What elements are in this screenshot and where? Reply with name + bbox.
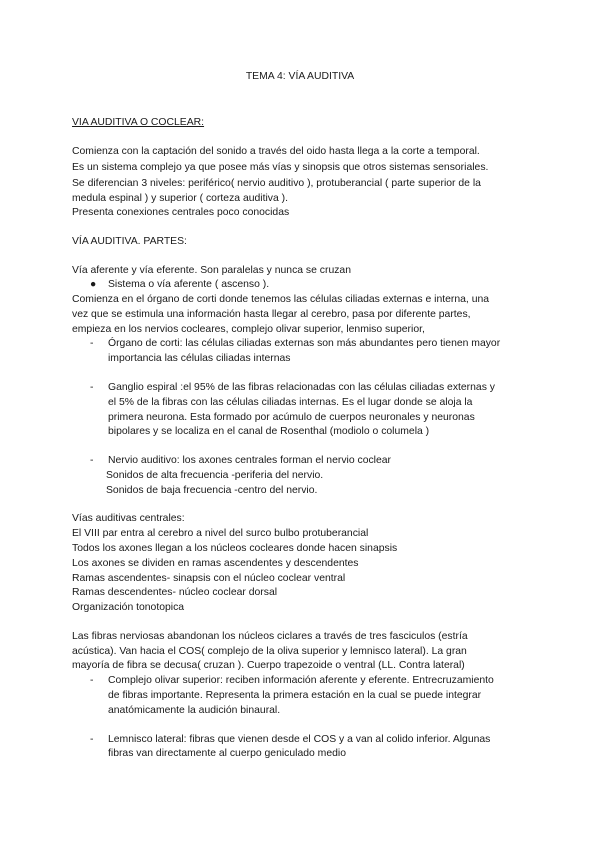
paragraph-line: vez que se estimula una información hasta llegar al cerebro, pasa por diferente partes,	[72, 309, 471, 320]
list-item-line: Sonidos de baja frecuencia -centro del nervio.	[106, 485, 318, 496]
paragraph-line: acústica). Van hacia el COS( complejo de la oliva superior y lemnisco lateral). La gran	[72, 646, 467, 657]
list-item-line: importancia las células ciliadas internas	[108, 353, 291, 364]
dash-icon: -	[90, 455, 94, 466]
list-item-line: Órgano de corti: las células ciliadas externas son más abundantes pero tienen mayor	[108, 338, 501, 349]
list-item-line: primera neurona. Esta formado por acúmulo de cuerpos neuronales y neuronas	[108, 412, 475, 423]
paragraph-line: Comienza en el órgano de corti donde tenemos las células ciliadas externas e interna, una	[72, 294, 490, 305]
paragraph-line: Organización tonotopica	[72, 602, 185, 613]
list-item-line: Complejo olivar superior: reciben información aferente y eferente. Entrecruzamiento	[108, 675, 494, 686]
list-item-line: Sonidos de alta frecuencia -periferia del nervio.	[106, 470, 324, 481]
paragraph-line: Ramas descendentes- núcleo coclear dorsal	[72, 587, 278, 598]
paragraph-line: medula espinal ) y superior ( corteza auditiva ).	[72, 193, 288, 204]
paragraph-line: Las fibras nerviosas abandonan los núcleos ciclares a través de tres fasciculos (estría	[72, 631, 468, 642]
paragraph-line: mayoría de fibra se decusa( cruzan ). Cuerpo trapezoide o ventral (LL. Contra lateral)	[72, 660, 465, 671]
section-heading-via-auditiva: VIA AUDITIVA O COCLEAR:	[72, 117, 205, 128]
paragraph-line: Vía aferente y vía eferente. Son paralelas y nunca se cruzan	[72, 265, 351, 276]
paragraph-line: empieza en los nervios cocleares, complejo olivar superior, lenmiso superior,	[72, 324, 425, 335]
list-item-line: bipolares y se localiza en el canal de Rosenthal (modiolo o columela )	[108, 426, 430, 437]
bullet-icon: ●	[90, 279, 97, 290]
list-item-line: Lemnisco lateral: fibras que vienen desde el COS y a van al colido inferior. Algunas	[108, 734, 491, 745]
paragraph-line: El VIII par entra al cerebro a nivel del surco bulbo protuberancial	[72, 528, 369, 539]
bullet-item	[90, 277, 269, 292]
list-item-line: Ganglio espiral :el 95% de las fibras relacionadas con las células ciliadas externas y	[108, 382, 495, 393]
paragraph-line: Todos los axones llegan a los núcleos cocleares donde hacen sinapsis	[72, 543, 398, 554]
list-item-line: fibras van directamente al cuerpo geniculado medio	[108, 748, 346, 759]
list-item-line: el 5% de la fibras con las células ciliadas internas. Es el lugar donde se aloja la	[108, 397, 473, 408]
list-item-line: Nervio auditivo: los axones centrales forman el nervio coclear	[108, 455, 391, 466]
section-heading-partes: VÍA AUDITIVA. PARTES:	[72, 236, 187, 247]
section-heading-vias-centrales: Vías auditivas centrales:	[72, 513, 185, 524]
paragraph-line: Presenta conexiones centrales poco conocidas	[72, 207, 290, 218]
list-item-line: de fibras importante. Representa la primera estación en la cual se puede integrar	[108, 690, 482, 701]
paragraph-line: Se diferencian 3 niveles: periférico( nervio auditivo ), protuberancial ( parte superior de la	[72, 178, 481, 189]
dash-icon: -	[90, 675, 94, 686]
page-title: TEMA 4: VÍA AUDITIVA	[245, 71, 355, 82]
dash-icon: -	[90, 382, 94, 393]
dash-icon: -	[90, 338, 94, 349]
dash-icon: -	[90, 734, 94, 745]
paragraph-line: Ramas ascendentes- sinapsis con el núcleo coclear ventral	[72, 573, 346, 584]
paragraph-line: Comienza con la captación del sonido a través del oido hasta llega a la corte a temporal.	[72, 146, 480, 157]
list-item-line: anatómicamente la audición binaural.	[108, 705, 281, 716]
paragraph-line: Es un sistema complejo ya que posee más vías y sinopsis que otros sistemas sensoriales.	[72, 162, 489, 173]
bullet-text: Sistema o vía aferente ( ascenso ).	[108, 279, 270, 290]
paragraph-line: Los axones se dividen en ramas ascendentes y descendentes	[72, 558, 359, 569]
